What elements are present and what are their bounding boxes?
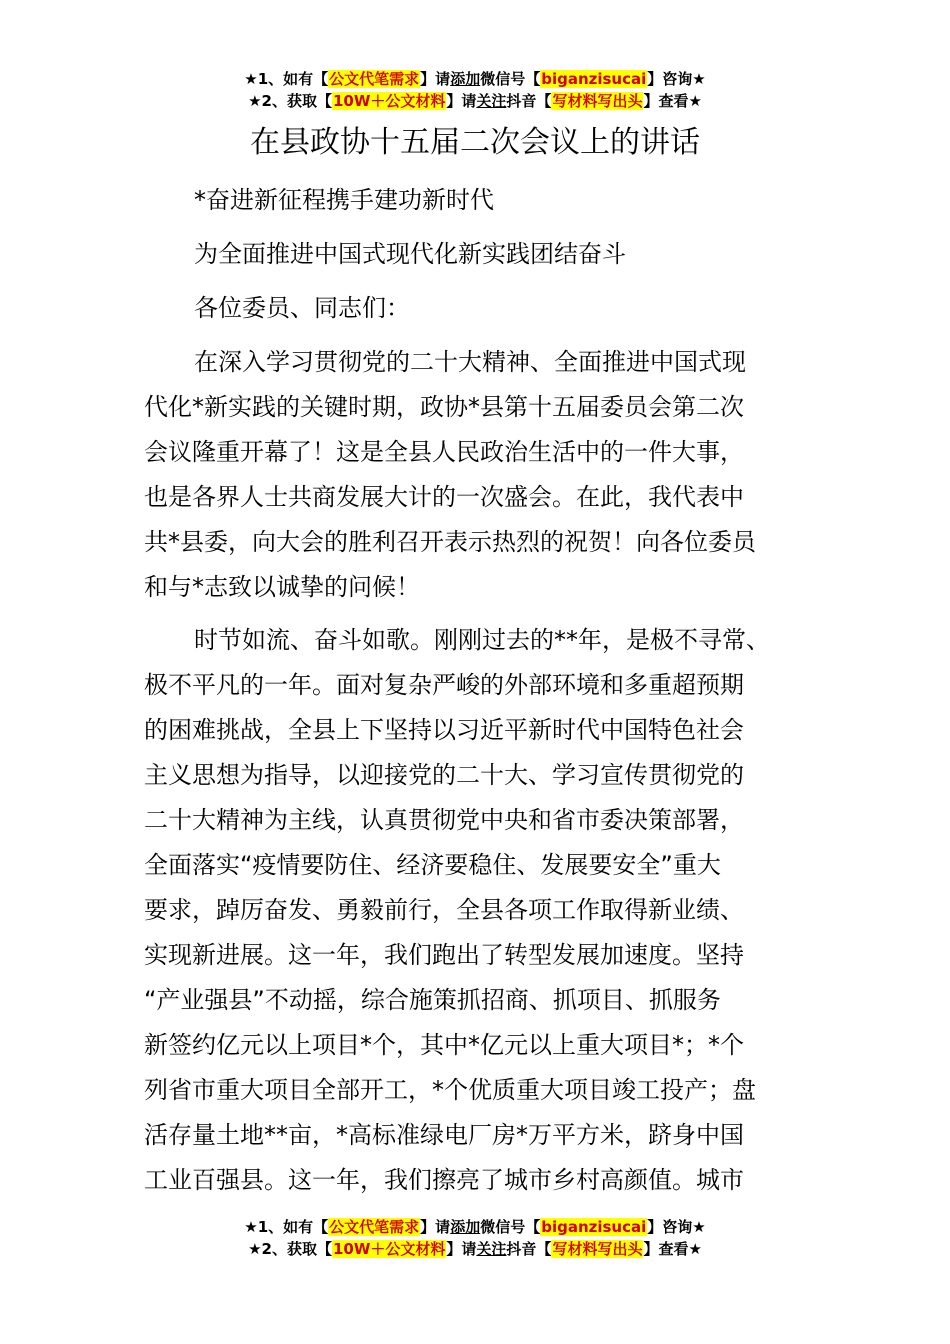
banner-text: ★1、如有【 xyxy=(244,70,329,88)
banner-line-1 xyxy=(0,68,950,90)
banner-text: 微信号【 xyxy=(480,1218,541,1236)
banner-text: ★1、如有【 xyxy=(244,1218,329,1236)
banner-underline: 添加 xyxy=(450,1218,481,1236)
document-title: 在县政协十五届二次会议上的讲话 xyxy=(250,125,700,160)
body-line: 代化*新实践的关键时期，政协*县第十五届委员会第二次 xyxy=(144,393,744,421)
body-line: 列省市重大项目全部开工，*个优质重大项目竣工投产；盘 xyxy=(144,1076,756,1104)
banner-text: 】请 xyxy=(446,1240,477,1258)
body-line: 主义思想为指导，以迎接党的二十大、学习宣传贯彻党的 xyxy=(144,761,744,789)
body-line: 活存量土地**亩，*高标准绿电厂房*万平方米，跻身中国 xyxy=(144,1121,744,1149)
body-line: 工业百强县。这一年，我们擦亮了城市乡村高颜值。城市 xyxy=(144,1166,744,1194)
body-line: 也是各界人士共商发展大计的一次盛会。在此，我代表中 xyxy=(144,483,744,511)
body-line: 会议隆重开幕了！这是全县人民政治生活中的一件大事， xyxy=(144,438,744,466)
body-line: 时节如流、奋斗如歌。刚刚过去的**年，是极不寻常、 xyxy=(194,626,770,654)
banner-highlight: 写材料写出头 xyxy=(552,1240,643,1258)
banner-line-2 xyxy=(0,1238,950,1260)
banner-line-2 xyxy=(0,90,950,112)
footer-banner xyxy=(0,1216,950,1260)
body-line: 的困难挑战，全县上下坚持以习近平新时代中国特色社会 xyxy=(144,716,744,744)
body-line: 共*县委，向大会的胜利召开表示热烈的祝贺！向各位委员 xyxy=(144,528,756,556)
banner-text: 】查看★ xyxy=(643,1240,702,1258)
banner-text: ★2、获取【 xyxy=(248,1240,332,1258)
subtitle: 为全面推进中国式现代化新实践团结奋斗 xyxy=(194,240,626,268)
banner-highlight: 公文代笔需求 xyxy=(329,1218,420,1236)
banner-text: 抖音【 xyxy=(506,92,552,110)
banner-highlight: biganzisucai xyxy=(541,1218,647,1236)
banner-highlight: 写材料写出头 xyxy=(552,92,643,110)
banner-text: 微信号【 xyxy=(480,70,541,88)
banner-text: 】咨询★ xyxy=(647,70,706,88)
body-line: 实现新进展。这一年，我们跑出了转型发展加速度。坚持 xyxy=(144,941,744,969)
banner-underline: 关注 xyxy=(476,1240,507,1258)
body-line: 和与*志致以诚挚的问候！ xyxy=(144,573,420,601)
body-line: 极不平凡的一年。面对复杂严峻的外部环境和多重超预期 xyxy=(144,671,744,699)
banner-highlight: biganzisucai xyxy=(541,70,647,88)
body-line: “产业强县”不动摇，综合施策抓招商、抓项目、抓服务 xyxy=(144,986,721,1014)
body-line: 二十大精神为主线，认真贯彻党中央和省市委决策部署， xyxy=(144,806,744,834)
header-banner xyxy=(0,68,950,112)
banner-underline: 添加 xyxy=(450,70,481,88)
body-line: 新签约亿元以上项目*个，其中*亿元以上重大项目*；*个 xyxy=(144,1031,744,1059)
banner-underline: 关注 xyxy=(476,92,507,110)
banner-line-1 xyxy=(0,1216,950,1238)
banner-highlight: 公文代笔需求 xyxy=(329,70,420,88)
banner-highlight: 10W＋公文材料 xyxy=(332,92,446,110)
banner-text: ★2、获取【 xyxy=(248,92,332,110)
salutation: 各位委员、同志们： xyxy=(194,294,410,322)
subtitle: *奋进新征程携手建功新时代 xyxy=(194,186,494,214)
body-line: 在深入学习贯彻党的二十大精神、全面推进中国式现 xyxy=(194,348,746,376)
banner-text: 】请 xyxy=(420,70,451,88)
banner-text: 】请 xyxy=(420,1218,451,1236)
banner-text: 】查看★ xyxy=(643,92,702,110)
banner-text: 】咨询★ xyxy=(647,1218,706,1236)
banner-text: 抖音【 xyxy=(506,1240,552,1258)
banner-text: 】请 xyxy=(446,92,477,110)
body-line: 全面落实“疫情要防住、经济要稳住、发展要安全”重大 xyxy=(144,851,721,879)
body-line: 要求，踔厉奋发、勇毅前行，全县各项工作取得新业绩、 xyxy=(144,896,744,924)
banner-highlight: 10W＋公文材料 xyxy=(332,1240,446,1258)
